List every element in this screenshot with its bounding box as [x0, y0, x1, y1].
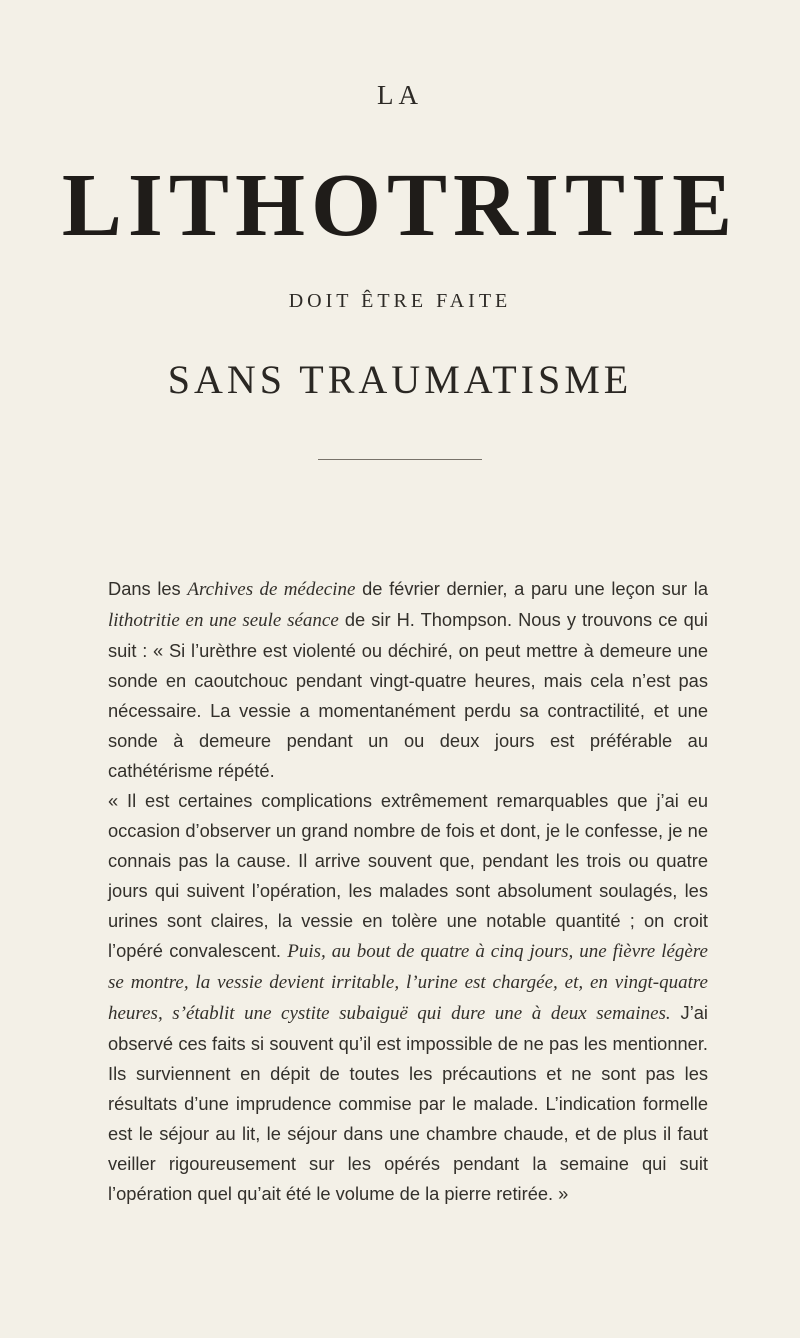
title-subtitle-line2: SANS TRAUMATISME [167, 357, 633, 402]
title-subtitle-line1: DOIT ÊTRE FAITE [288, 290, 512, 312]
text-run: « Il est certaines complications extrêmement remarquables que j’ai eu occasion d’observer un grand nombre de fois et dont, je le confesse, je ne connais pas la cause. Il arrive souvent que, pendant les trois ou quatre jours qui suivent l’opération, les malades sont absolument soulagés, les urines sont claires, la vessie en tolère une notable quantité ; on croit l’opéré convalescent. [108, 790, 708, 961]
italic-run: Archives de médecine [187, 579, 356, 600]
title-main: LITHOTRITIE [61, 156, 739, 255]
title-divider [318, 459, 482, 460]
text-run: J’ai observé ces faits si souvent qu’il est impossible de ne pas les mentionner. Ils surviennent en dépit de toutes les précautions et ne sont pas les résultats d’une imprudence commise par le malade. L’indication formelle est le séjour au lit, le séjour dans une chambre chaude, et de plus il faut veiller rigoureusement sur les opérés pendant la semaine qui suit l’opération quel qu’ait été le volume de la pierre retirée. » [108, 1002, 708, 1204]
text-run: de sir H. Thompson. Nous y trouvons ce qui suit : « Si l’urèthre est violenté ou déchiré, on peut mettre à demeure une sonde en caoutchouc pendant vingt-quatre heures, mais cela n’est pas nécessaire. La vessie a momentanément perdu sa contractilité, et une sonde à demeure pendant un ou deux jours est préférable au cathétérisme répété. [108, 609, 708, 781]
text-run: de février dernier, a paru une leçon sur la [355, 578, 708, 599]
italic-run: Puis, au bout de quatre à cinq jours, une fièvre légère se montre, la vessie devient irritable, l’urine est chargée, et, en vingt-quatre heures, s’établit une cystite subaiguë qui dure une à deux semaines. [108, 941, 708, 1024]
title-article: LA [377, 80, 423, 110]
paragraph-1 [108, 574, 708, 786]
paragraph-2 [108, 786, 708, 1209]
text-run: Dans les [108, 578, 188, 599]
body-text [108, 574, 708, 1209]
italic-run: lithotritie en une seule séance [108, 610, 339, 631]
